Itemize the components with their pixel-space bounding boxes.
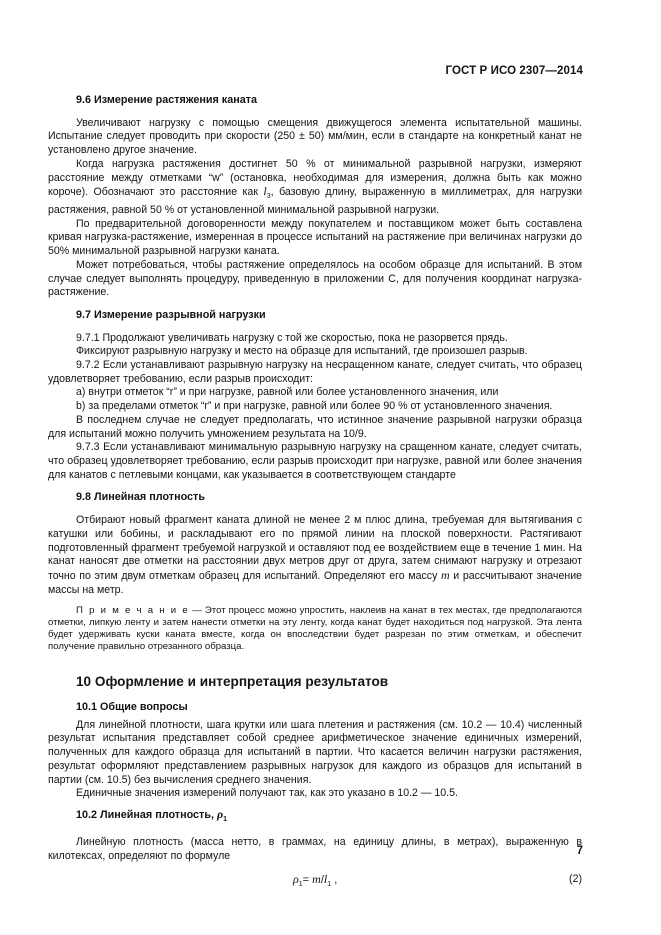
subscript: 1: [327, 881, 332, 889]
document-body: [48, 94, 582, 889]
subscript: 3: [266, 193, 271, 201]
standard-header: ГОСТ Р ИСО 2307—2014: [445, 65, 583, 77]
paragraph: Для линейной плотности, шага крутки или шага плетения и растяжения (см. 10.2 — 10.4) численный результат испытания представляет собой среднее арифметическое значение единичных измерений, полученных для каждого образца для испытаний в партии. Что касается величин нагрузки растяжения, результат оформляют представлением разрывных нагрузок для каждого из образцов для испытаний в партии (см. 10.5) без вычисления среднего значения.: [48, 718, 582, 786]
equals-sign: =: [302, 874, 313, 887]
paragraph: 9.7.2 Если устанавливают разрывную нагрузку на несращенном канате, следует считать, что образец удовлетворяет требованию, если разрыв происходит:: [48, 359, 582, 385]
paragraph: В последнем случае не следует предполагать, что истинное значение разрывной нагрузки образца для испытаний можно получить умножением результата на 10/9.: [48, 413, 582, 440]
symbol-rho: ρ: [216, 806, 224, 821]
formula-number: (2): [569, 873, 582, 886]
paragraph: Может потребоваться, чтобы растяжение определялось на особом образце для испытаний. В этом случае следует выполнять процедуру, приведенную в приложении С, для получения координат нагрузка-растяжение.: [48, 258, 582, 299]
text-run: Отбирают новый фрагмент каната длиной не менее 2 м плюс длина, требуемая для вытягивания с катушки или бобины, и раскладывают его по прямой линии на плоской поверхности. Растягивают подготовленный фрагмент требуемой нагрузкой и оставляют под ее воздействием еще в течение 1 мин. На канат наносят две отметки на расстоянии двух метров друг от друга, затем снимают нагрузку и отрезают точно по этим двум отметкам образец для испытаний. Определяют его массу: [48, 514, 582, 582]
section-9-8-title: 9.8 Линейная плотность: [76, 491, 205, 504]
symbol-rho: ρ: [293, 872, 299, 887]
text-run: , базовую длину, выраженную в миллиметрах, для нагрузки растяжения, равной 50 % от установленной минимальной разрывной нагрузки.: [48, 186, 582, 217]
symbol-l: l: [263, 184, 267, 199]
symbol-l: l: [323, 872, 328, 887]
division-slash: /: [320, 874, 324, 887]
subscript: 1: [223, 816, 228, 824]
paragraph: Единичные значения измерений получают так, как это указано в 10.2 — 10.5.: [76, 787, 458, 800]
symbol-m: m: [441, 567, 450, 582]
section-10-2-title: [48, 808, 582, 827]
section-9-7-title: 9.7 Измерение разрывной нагрузки: [76, 308, 266, 321]
section-10-1-title: 10.1 Общие вопросы: [76, 701, 188, 714]
text-run: Когда нагрузка растяжения достигнет 50 % от минимальной разрывной нагрузки, измеряют расстояние между отметками “w” (остановка, необходимая для измерения, должна быть как можно короче). Обозначают это расстояние как: [48, 157, 582, 199]
page-number: 7: [576, 845, 583, 857]
note: [48, 605, 582, 653]
paragraph: По предварительной договоренности между покупателем и поставщиком может быть составлена кривая нагрузка-растяжение, измеренная в процессе испытаний на растяжение при величинах нагрузки до 50% минимальной разрывной нагрузки каната.: [48, 217, 582, 258]
symbol-m: m: [312, 872, 321, 887]
section-10-title: 10 Оформление и интерпретация результатов: [76, 674, 389, 690]
paragraph: [48, 158, 582, 218]
section-9-6-title: 9.6 Измерение растяжения каната: [76, 94, 258, 106]
formula-2: [48, 871, 582, 889]
paragraph: 9.7.1 Продолжают увеличивать нагрузку с той же скоростью, пока не разорвется прядь.: [76, 331, 508, 344]
paragraph: Увеличивают нагрузку с помощью смещения движущегося элемента испытательной машины. Испытание следует проводить при скорости (250 ± 50) мм/мин, если в стандарте на конкретный канат не установлено другое значение.: [48, 116, 582, 157]
list-item-b: b) за пределами отметок “r” и при нагрузке, равной или более 90 % от установленного значения.: [76, 400, 553, 413]
formula-expression: [293, 873, 337, 892]
subscript: 1: [298, 881, 303, 889]
text-run: 10.2 Линейная плотность,: [76, 808, 217, 821]
list-item-a: а) внутри отметок “r” и при нагрузке, равной или более установленного значения, или: [76, 386, 499, 399]
paragraph: 9.7.3 Если устанавливают минимальную разрывную нагрузку на сращенном канате, следует считать, что образец удовлетворяет требованию, если разрыв происходит при нагрузке, равной или более значения для канатов с петлевыми концами, как указывается в соответствующем стандарте: [48, 441, 582, 481]
note-text: — Этот процесс можно упростить, наклеив на канат в тех местах, где предполагаются отметки, липкую ленту и затем нанести отметки на эту ленту, когда канат будет находиться под нагрузкой. Эта лента будет удерживать куски каната вместе, когда он впоследствии будет разрезан по этим отметкам, и обеспечит получение правильно отрезанного образца.: [48, 605, 582, 653]
text-run: и рассчитывают значение массы на метр.: [48, 569, 582, 596]
paragraph: Фиксируют разрывную нагрузку и место на образце для испытаний, где произошел разрыв.: [76, 345, 528, 358]
note-label: П р и м е ч а н и е: [76, 605, 190, 617]
paragraph: [48, 514, 582, 597]
paragraph: Линейную плотность (масса нетто, в граммах, на единицу длины, в метрах), выраженную в килотексах, определяют по формуле: [48, 835, 582, 862]
formula-end: ,: [331, 874, 338, 887]
